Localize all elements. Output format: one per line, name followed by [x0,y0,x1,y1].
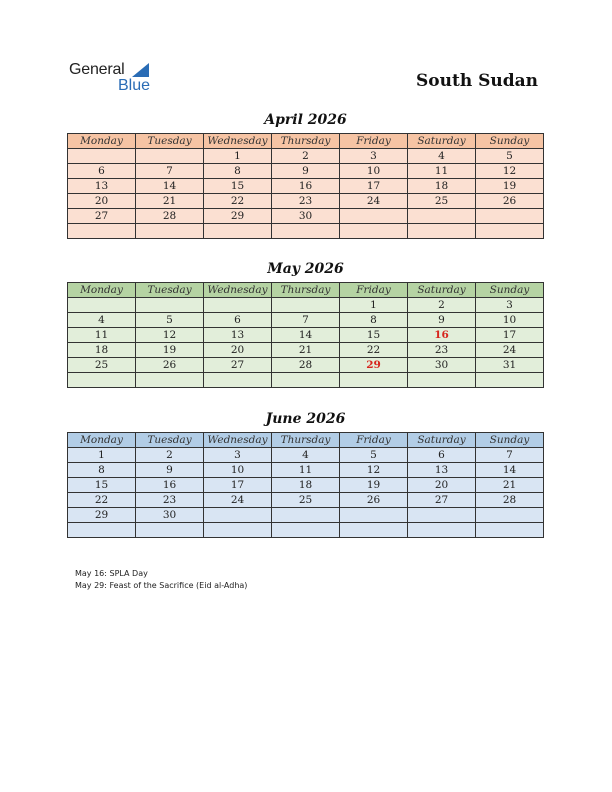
weekday-header-saturday: Saturday [408,134,476,149]
week-row [68,224,544,239]
day-cell [340,224,408,239]
day-cell: 13 [204,328,272,343]
day-cell [136,149,204,164]
day-cell: 9 [408,313,476,328]
weekday-header-friday: Friday [340,433,408,448]
day-cell: 14 [272,328,340,343]
month-title-june: June 2026 [265,411,346,427]
day-cell: 24 [204,493,272,508]
day-cell: 15 [204,179,272,194]
day-cell [136,298,204,313]
day-cell: 12 [340,463,408,478]
day-cell: 26 [340,493,408,508]
day-cell [476,508,544,523]
week-row [68,523,544,538]
day-cell [68,149,136,164]
weekday-header-wednesday: Wednesday [204,433,272,448]
month-title-may: May 2026 [267,261,344,277]
holiday-note: May 29: Feast of the Sacrifice (Eid al-Adha) [75,581,248,590]
day-cell [408,508,476,523]
day-cell: 29 [68,508,136,523]
day-cell [136,373,204,388]
day-cell: 29 [340,358,408,373]
weekday-header-saturday: Saturday [408,283,476,298]
week-row [68,343,544,358]
day-cell [204,224,272,239]
day-cell [204,373,272,388]
week-row [68,194,544,209]
day-cell: 13 [408,463,476,478]
day-cell [340,508,408,523]
day-cell: 14 [136,179,204,194]
day-cell: 16 [408,328,476,343]
day-cell [272,523,340,538]
weekday-header-wednesday: Wednesday [204,283,272,298]
weekday-header-thursday: Thursday [272,433,340,448]
calendar-april [67,133,544,239]
week-row [68,164,544,179]
day-cell: 7 [476,448,544,463]
week-row [68,298,544,313]
week-row [68,328,544,343]
day-cell: 24 [340,194,408,209]
day-cell [136,224,204,239]
day-cell: 19 [136,343,204,358]
day-cell: 4 [408,149,476,164]
day-cell: 28 [272,358,340,373]
day-cell: 28 [136,209,204,224]
week-row [68,358,544,373]
day-cell: 5 [340,448,408,463]
day-cell [272,508,340,523]
day-cell: 21 [272,343,340,358]
generalblue-logo [69,61,169,97]
day-cell: 26 [476,194,544,209]
day-cell: 9 [272,164,340,179]
day-cell [272,373,340,388]
day-cell [272,224,340,239]
day-cell [340,209,408,224]
day-cell: 29 [204,209,272,224]
day-cell [408,209,476,224]
weekday-header-sunday: Sunday [476,433,544,448]
day-cell: 15 [340,328,408,343]
day-cell: 10 [340,164,408,179]
day-cell: 16 [136,478,204,493]
logo-triangle-icon [132,63,149,77]
day-cell [476,373,544,388]
day-cell: 6 [408,448,476,463]
day-cell: 8 [68,463,136,478]
day-cell: 23 [136,493,204,508]
day-cell: 11 [272,463,340,478]
day-cell: 27 [204,358,272,373]
weekday-header-row [68,283,544,298]
weekday-header-row [68,134,544,149]
holiday-notes [75,568,247,592]
day-cell [272,298,340,313]
weekday-header-saturday: Saturday [408,433,476,448]
day-cell: 6 [68,164,136,179]
logo-blue-text: Blue [118,77,151,94]
weekday-header-tuesday: Tuesday [136,283,204,298]
day-cell [408,523,476,538]
day-cell: 3 [204,448,272,463]
day-cell: 1 [204,149,272,164]
weekday-header-tuesday: Tuesday [136,433,204,448]
week-row [68,373,544,388]
day-cell: 22 [340,343,408,358]
week-row [68,209,544,224]
day-cell: 17 [340,179,408,194]
calendar-june [67,432,544,538]
day-cell: 20 [204,343,272,358]
day-cell: 18 [272,478,340,493]
weekday-header-sunday: Sunday [476,283,544,298]
day-cell: 10 [204,463,272,478]
week-row [68,448,544,463]
day-cell [68,523,136,538]
day-cell: 30 [272,209,340,224]
day-cell: 3 [340,149,408,164]
day-cell [476,523,544,538]
day-cell [136,523,204,538]
week-row [68,493,544,508]
week-row [68,149,544,164]
weekday-header-friday: Friday [340,283,408,298]
day-cell: 1 [340,298,408,313]
month-title-april: April 2026 [264,112,347,128]
day-cell: 18 [68,343,136,358]
day-cell: 4 [272,448,340,463]
weekday-header-row [68,433,544,448]
day-cell: 10 [476,313,544,328]
weekday-header-thursday: Thursday [272,283,340,298]
day-cell: 5 [476,149,544,164]
day-cell: 30 [136,508,204,523]
day-cell [68,298,136,313]
day-cell [204,523,272,538]
day-cell [68,373,136,388]
day-cell: 25 [272,493,340,508]
day-cell: 7 [272,313,340,328]
calendar-may [67,282,544,388]
day-cell [408,224,476,239]
day-cell: 13 [68,179,136,194]
day-cell: 20 [408,478,476,493]
day-cell: 23 [408,343,476,358]
day-cell [204,508,272,523]
weekday-header-friday: Friday [340,134,408,149]
day-cell: 12 [136,328,204,343]
week-row [68,478,544,493]
week-row [68,179,544,194]
day-cell: 31 [476,358,544,373]
day-cell: 2 [408,298,476,313]
week-row [68,313,544,328]
day-cell: 20 [68,194,136,209]
day-cell [476,209,544,224]
day-cell: 22 [204,194,272,209]
day-cell: 14 [476,463,544,478]
day-cell: 9 [136,463,204,478]
day-cell [68,224,136,239]
day-cell: 27 [408,493,476,508]
day-cell: 8 [204,164,272,179]
weekday-header-monday: Monday [68,433,136,448]
weekday-header-monday: Monday [68,283,136,298]
day-cell: 19 [340,478,408,493]
day-cell: 19 [476,179,544,194]
day-cell: 26 [136,358,204,373]
day-cell [476,224,544,239]
day-cell: 8 [340,313,408,328]
day-cell: 16 [272,179,340,194]
day-cell [340,523,408,538]
day-cell: 17 [476,328,544,343]
day-cell: 17 [204,478,272,493]
weekday-header-sunday: Sunday [476,134,544,149]
day-cell: 18 [408,179,476,194]
day-cell: 11 [68,328,136,343]
day-cell: 11 [408,164,476,179]
day-cell: 12 [476,164,544,179]
day-cell: 1 [68,448,136,463]
day-cell: 24 [476,343,544,358]
day-cell: 4 [68,313,136,328]
weekday-header-monday: Monday [68,134,136,149]
day-cell: 21 [136,194,204,209]
day-cell: 25 [408,194,476,209]
day-cell: 6 [204,313,272,328]
day-cell: 5 [136,313,204,328]
day-cell [408,373,476,388]
day-cell [204,298,272,313]
day-cell: 7 [136,164,204,179]
day-cell [340,373,408,388]
day-cell: 21 [476,478,544,493]
weekday-header-thursday: Thursday [272,134,340,149]
holiday-note: May 16: SPLA Day [75,569,148,578]
week-row [68,463,544,478]
day-cell: 25 [68,358,136,373]
day-cell: 30 [408,358,476,373]
country-title: South Sudan [415,71,538,91]
weekday-header-wednesday: Wednesday [204,134,272,149]
day-cell: 28 [476,493,544,508]
day-cell: 22 [68,493,136,508]
logo-general-text: General [69,61,125,78]
day-cell: 2 [136,448,204,463]
day-cell: 27 [68,209,136,224]
day-cell: 23 [272,194,340,209]
weekday-header-tuesday: Tuesday [136,134,204,149]
day-cell: 15 [68,478,136,493]
day-cell: 3 [476,298,544,313]
day-cell: 2 [272,149,340,164]
week-row [68,508,544,523]
